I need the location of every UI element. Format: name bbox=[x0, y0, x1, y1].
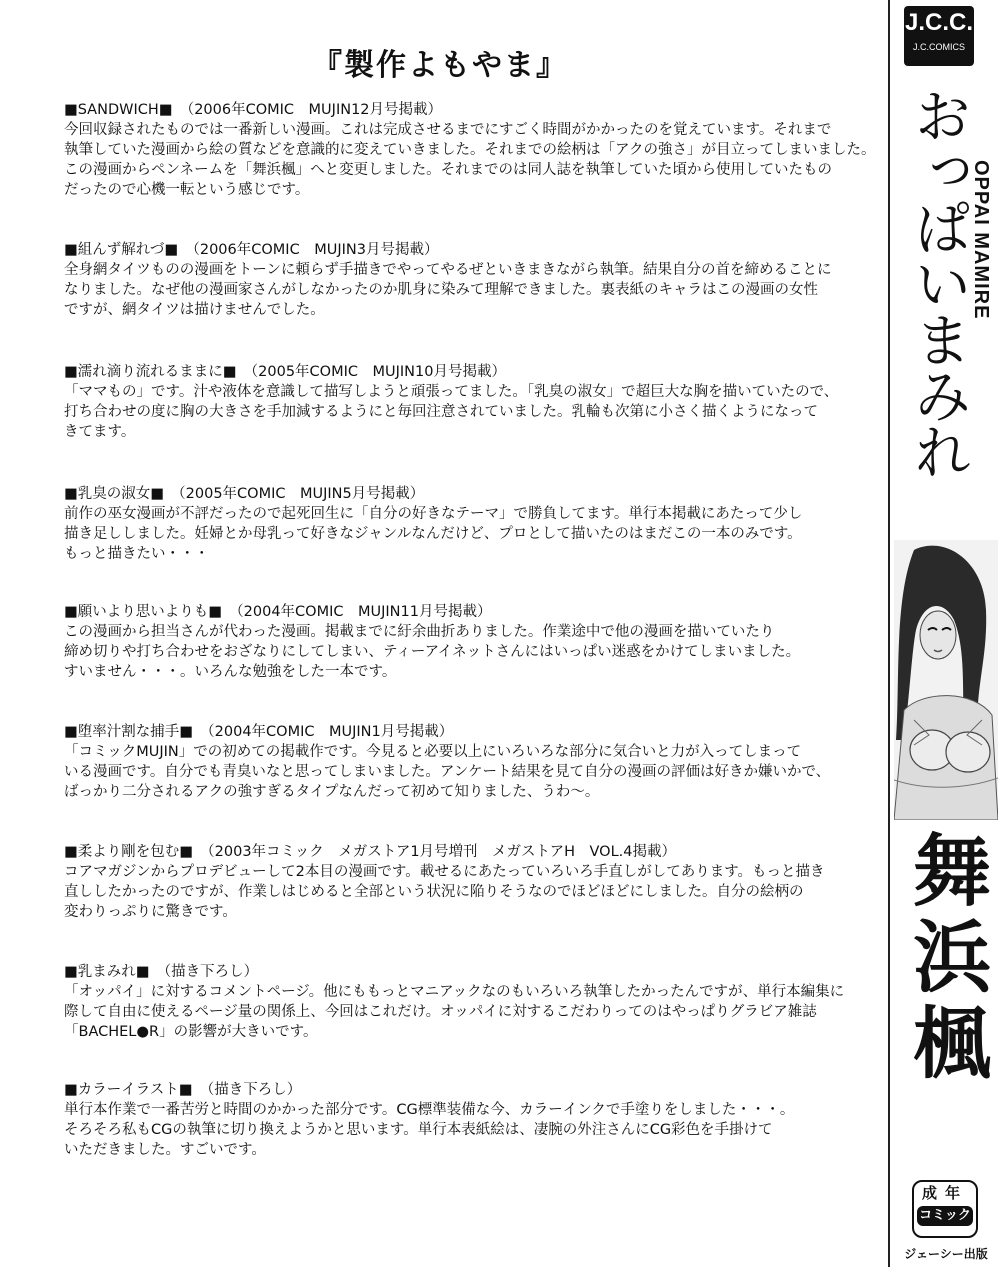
section-body bbox=[64, 504, 854, 564]
section-sandwich bbox=[64, 100, 876, 200]
publisher-name: ジェーシー出版 bbox=[904, 1247, 988, 1261]
book-spine bbox=[888, 0, 1000, 1267]
section-negai bbox=[64, 602, 854, 682]
body-line: 「オッパイ」に対するコメントページ。他にももっとマニアックなのもいろいろ執筆したかったんですが、単行本編集に bbox=[64, 984, 845, 1000]
badge-bottom-text: コミック bbox=[917, 1206, 973, 1226]
section-daritsu bbox=[64, 722, 854, 802]
body-line: この漫画からペンネームを「舞浜楓」へと変更しました。それまでのは同人誌を執筆していた頃から使用していたもの bbox=[64, 162, 833, 178]
jcc-logo bbox=[904, 6, 974, 66]
body-line: 締め切りや打ち合わせをおざなりにしてしまい、ティーアイネットさんにはいっぱい迷惑をかけてしまいました。 bbox=[64, 644, 801, 660]
spine-author: 舞浜楓 bbox=[900, 830, 991, 1088]
body-line: 打ち合わせの度に胸の大きさを手加減するようにと毎回注意されていました。乳輪も次第に小さく描くようになって bbox=[64, 404, 818, 420]
section-color-illust bbox=[64, 1080, 854, 1160]
section-heading: ■乳まみれ■ （描き下ろし） bbox=[64, 964, 259, 980]
body-line: 単行本作業で一番苦労と時間のかかった部分です。CG標準装備な今、カラーインクで手塗りをしました・・・。 bbox=[64, 1102, 795, 1118]
logo-main-text: J.C.C. bbox=[904, 9, 973, 36]
section-heading: ■SANDWICH■ （2006年COMIC MUJIN12月号掲載） bbox=[64, 102, 443, 118]
body-line: 直ししたかったのですが、作業しはじめると全部という状況に陥りそうなのでほどほどにしました。自分の絵柄の bbox=[64, 884, 804, 900]
body-line: ですが、網タイツは描けませんでした。 bbox=[64, 302, 325, 318]
body-line: 全身網タイツものの漫画をトーンに頼らず手描きでやってやるぜといきまきながら執筆。結果自分の首を締めることに bbox=[64, 262, 832, 278]
badge-top-text: 成年 bbox=[921, 1184, 968, 1202]
section-heading: ■柔より剛を包む■ （2003年コミック メガストア1月号増刊 メガストアH VOL.4掲載） bbox=[64, 844, 677, 860]
section-heading: ■願いより思いよりも■ （2004年COMIC MUJIN11月号掲載） bbox=[64, 604, 492, 620]
cover-illustration bbox=[894, 540, 998, 820]
section-chichimamire bbox=[64, 962, 854, 1042]
section-body bbox=[64, 120, 876, 200]
section-nure bbox=[64, 362, 854, 442]
section-body bbox=[64, 1100, 854, 1160]
section-body bbox=[64, 382, 854, 442]
body-line: 変わりっぷりに驚きです。 bbox=[64, 904, 237, 920]
body-line: コアマガジンからプロデビューして2本目の漫画です。載せるにあたっていろいろ手直しがしてあります。もっと描き bbox=[64, 864, 825, 880]
body-line: きてます。 bbox=[64, 424, 136, 440]
body-line: 前作の巫女漫画が不評だったので起死回生に「自分の好きなテーマ」で勝負してます。単行本掲載にあたって少し bbox=[64, 506, 803, 522]
adult-comic-badge bbox=[912, 1180, 978, 1238]
section-heading: ■乳臭の淑女■ （2005年COMIC MUJIN5月号掲載） bbox=[64, 486, 425, 502]
body-line: 執筆していた漫画から絵の質などを意識的に変えていきました。それまでの絵柄は「アクの強さ」が目立ってしまいました。 bbox=[64, 142, 876, 158]
section-heading: ■カラーイラスト■ （描き下ろし） bbox=[64, 1082, 302, 1098]
section-body bbox=[64, 260, 854, 320]
section-body bbox=[64, 862, 854, 922]
body-line: 「コミックMUJIN」での初めての掲載作です。今見ると必要以上にいろいろな部分に気合いと力が入ってしまって bbox=[64, 744, 802, 760]
spine-subtitle: OPPAI MAMIRE bbox=[970, 160, 992, 320]
body-line: 「BACHEL●R」の影響が大きいです。 bbox=[64, 1024, 318, 1040]
section-heading: ■堕率汁割な捕手■ （2004年COMIC MUJIN1月号掲載） bbox=[64, 724, 454, 740]
section-heading: ■組んず解れづ■ （2006年COMIC MUJIN3月号掲載） bbox=[64, 242, 439, 258]
body-line: 際して自由に使えるページ量の関係上、今回はこれだけ。オッパイに対するこだわりってのはやっぱりグラビア雑誌 bbox=[64, 1004, 817, 1020]
page-title: 『製作よもやま』 bbox=[312, 48, 568, 83]
body-line: いる漫画です。自分でも青臭いなと思ってしまいました。アンケート結果を見て自分の漫画の評価は好きか嫌いかで、 bbox=[64, 764, 831, 780]
section-kunzu bbox=[64, 240, 854, 320]
section-body bbox=[64, 982, 854, 1042]
body-line: 描き足ししました。妊婦とか母乳って好きなジャンルなんだけど、プロとして描いたのはまだこの一本のみです。 bbox=[64, 526, 802, 542]
logo-sub-text: J.C.COMICS bbox=[912, 42, 965, 52]
body-line: この漫画から担当さんが代わった漫画。掲載までに紆余曲折ありました。作業途中で他の漫画を描いていたり bbox=[64, 624, 775, 640]
section-body bbox=[64, 622, 854, 682]
body-line: すいません・・・。いろんな勉強をした一本です。 bbox=[64, 664, 397, 680]
body-line: もっと描きたい・・・ bbox=[64, 546, 209, 562]
section-heading: ■濡れ滴り流れるままに■ （2005年COMIC MUJIN10月号掲載） bbox=[64, 364, 506, 380]
body-line: 「ママもの」です。汁や液体を意識して描写しようと頑張ってました。「乳臭の淑女」で超巨大な胸を描いていたので、 bbox=[64, 384, 839, 400]
spine-title: おっぱいまみれ bbox=[904, 86, 972, 478]
section-body bbox=[64, 742, 854, 802]
body-line: 今回収録されたものでは一番新しい漫画。これは完成させるまでにすごく時間がかかったのを覚えています。それまで bbox=[64, 122, 832, 138]
body-line: そろそろ私もCGの執筆に切り換えようかと思います。単行本表紙絵は、凄腕の外注さんにCG彩色を手掛けて bbox=[64, 1122, 773, 1138]
section-nyushu bbox=[64, 484, 854, 564]
body-line: ばっかり二分されるアクの強すぎるタイプなんだって初めて知りました、うわ～。 bbox=[64, 784, 600, 800]
body-line: だったので心機一転という感じです。 bbox=[64, 182, 310, 198]
section-juu bbox=[64, 842, 854, 922]
body-line: いただきました。すごいです。 bbox=[64, 1142, 266, 1158]
body-line: なりました。なぜ他の漫画家さんがしなかったのか肌身に染みて理解できました。裏表紙のキャラはこの漫画の女性 bbox=[64, 282, 818, 298]
